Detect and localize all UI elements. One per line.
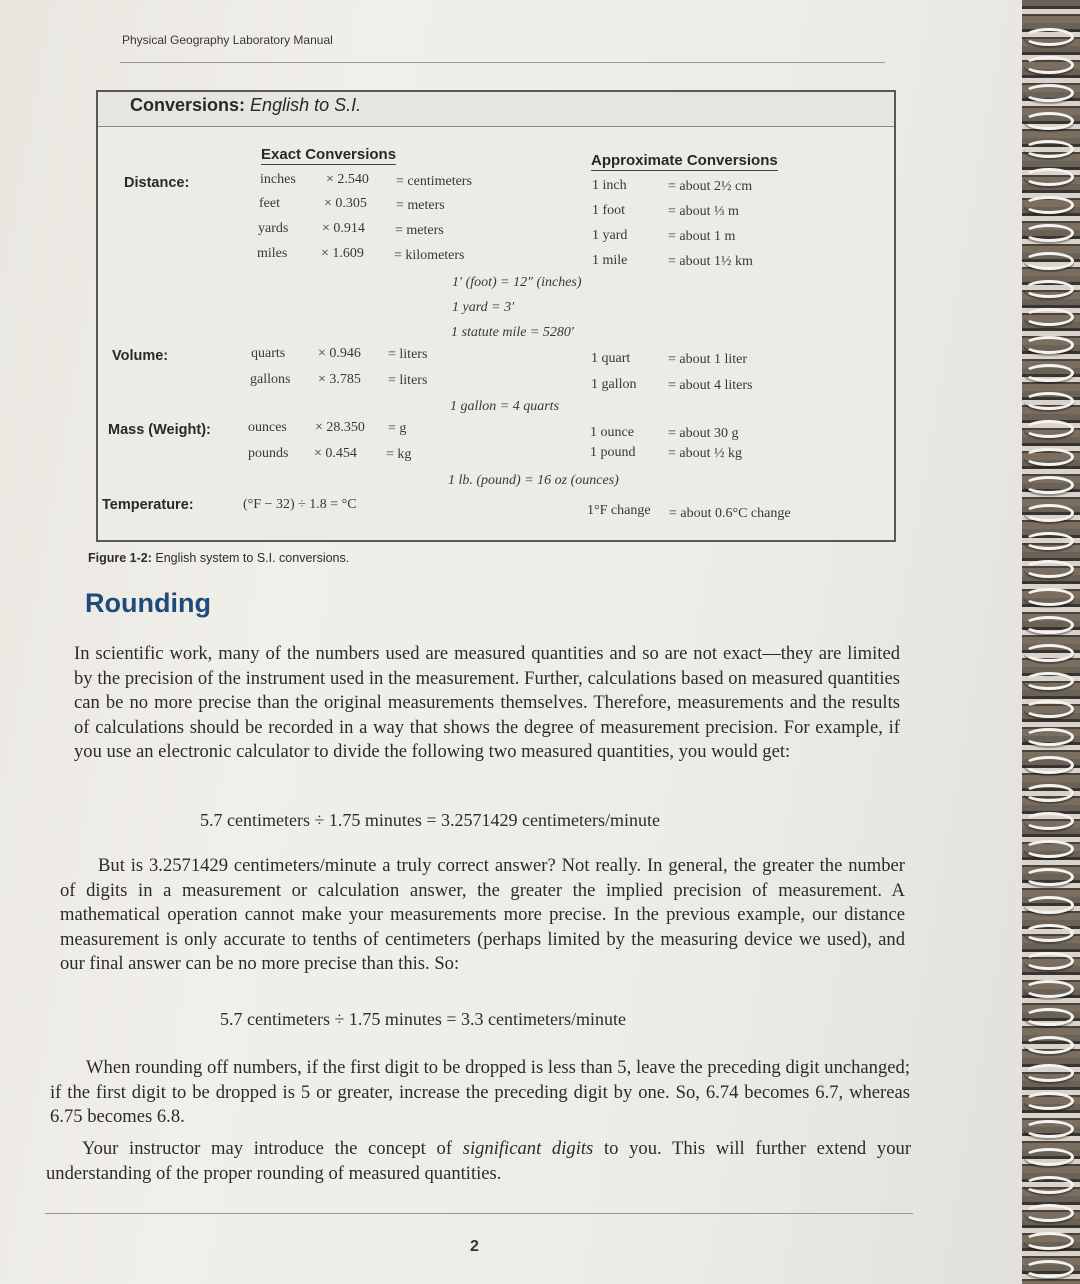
spiral-coil (1024, 196, 1074, 214)
equation-1: 5.7 centimeters ÷ 1.75 minutes = 3.2571429 centimeters/minute (200, 810, 660, 830)
spiral-coil (1024, 28, 1074, 46)
spiral-coil (1024, 112, 1074, 130)
exact-result: = meters (395, 223, 444, 238)
approx-unit: 1 mile (592, 253, 628, 268)
spiral-coil (1024, 840, 1074, 858)
conversions-box (96, 90, 896, 542)
spiral-binding (1022, 0, 1080, 1284)
approx-value: = about ⅓ m (668, 204, 739, 219)
spiral-coil (1024, 1008, 1074, 1026)
exact-result: = liters (388, 373, 428, 388)
section-heading: Rounding (85, 588, 211, 618)
spiral-coil (1024, 1092, 1074, 1110)
spiral-coil (1024, 168, 1074, 186)
spiral-coil (1024, 336, 1074, 354)
paragraph-3: When rounding off numbers, if the first digit to be dropped is less than 5, leave the preceding digit unchanged; if the first digit to be dropped is 5 or greater, increase the preceding digit by one. So, 6.74 becomes 6.7, whereas 6.75 becomes 6.8. (50, 1057, 910, 1127)
temperature-label: Temperature: (102, 497, 194, 513)
approx-value: = about 1 liter (668, 352, 748, 367)
exact-factor: × 0.305 (324, 196, 367, 211)
approx-unit: 1 foot (592, 203, 626, 218)
temperature-exact: (°F − 32) ÷ 1.8 = °C (243, 497, 357, 512)
paragraph-2: But is 3.2571429 centimeters/minute a truly correct answer? Not really. In general, the greater the number of digits in a measurement or calculation answer, the greater the implied precision of measurement. A mathematical operation cannot make your measurements more precise. In the previous example, our distance measurement is only accurate to tenths of centimeters (perhaps limited by the measuring device we used), and our final answer can be no more precise than this. So: (60, 855, 905, 974)
mass-label: Mass (Weight): (108, 422, 211, 438)
spiral-coil (1024, 952, 1074, 970)
spiral-coil (1024, 700, 1074, 718)
paragraph-1: In scientific work, many of the numbers used are measured quantities and so are not exact—they are limited by the precision of the instrument used in the measurement. Further, calculations based on measured quantities can be no more precise than the original measurements themselves. Therefore, measurements and the results of calculations should be recorded in a way that shows the degree of measurement precision. For example, if you use an electronic calculator to divide the following two measured quantities, you would get: (74, 643, 900, 762)
spiral-coil (1024, 252, 1074, 270)
approx-value: = about 0.6°C change (669, 506, 791, 521)
spiral-coil (1024, 504, 1074, 522)
exact-factor: × 3.785 (318, 372, 361, 387)
distance-note: 1 statute mile = 5280′ (451, 325, 574, 340)
header-rule (120, 62, 885, 63)
spiral-coil (1024, 1232, 1074, 1250)
paragraph-4-start: Your instructor may introduce the concept of (82, 1138, 463, 1159)
exact-unit: feet (259, 196, 280, 211)
exact-unit: quarts (251, 346, 286, 361)
spiral-coil (1024, 1036, 1074, 1054)
approx-heading: Approximate Conversions (591, 152, 778, 169)
spiral-coil (1024, 924, 1074, 942)
spiral-coil (1024, 1260, 1074, 1278)
approx-unit: 1 inch (592, 178, 627, 193)
spiral-coil (1024, 896, 1074, 914)
page-number: 2 (470, 1238, 479, 1255)
approx-value: = about 30 g (668, 426, 739, 441)
caption-text: English system to S.I. conversions. (155, 551, 350, 565)
exact-result: = liters (388, 347, 428, 362)
spiral-coil (1024, 756, 1074, 774)
spiral-coil (1024, 140, 1074, 158)
approx-value: = about 1½ km (668, 254, 753, 269)
exact-result: = kg (386, 447, 412, 462)
exact-unit: inches (260, 172, 296, 187)
exact-unit: miles (257, 246, 288, 261)
volume-label: Volume: (112, 348, 169, 364)
spiral-coil (1024, 308, 1074, 326)
approx-unit: 1 yard (592, 228, 628, 243)
spiral-coil (1024, 56, 1074, 74)
exact-factor: × 0.454 (314, 446, 357, 461)
exact-unit: yards (258, 221, 289, 236)
spiral-coil (1024, 616, 1074, 634)
approx-value: = about ½ kg (668, 446, 742, 461)
box-header (98, 92, 894, 127)
exact-unit: gallons (250, 372, 291, 387)
spiral-coil (1024, 364, 1074, 382)
spiral-coil (1024, 1204, 1074, 1222)
exact-unit: ounces (248, 420, 287, 435)
distance-note: 1 yard = 3′ (452, 300, 515, 315)
exact-heading: Exact Conversions (261, 146, 397, 163)
spiral-coil (1024, 392, 1074, 410)
equation-2: 5.7 centimeters ÷ 1.75 minutes = 3.3 centimeters/minute (220, 1009, 626, 1029)
caption-label: Figure 1-2: (88, 551, 152, 565)
spiral-coil (1024, 1176, 1074, 1194)
spiral-coil (1024, 84, 1074, 102)
spiral-coil (1024, 476, 1074, 494)
exact-factor: × 28.350 (315, 420, 365, 435)
exact-result: = kilometers (394, 248, 465, 263)
box-title-italic: English to S.I. (250, 95, 362, 115)
spiral-coil (1024, 1120, 1074, 1138)
approx-value: = about 1 m (668, 229, 736, 244)
spiral-coil (1024, 224, 1074, 242)
approx-value: = about 2½ cm (668, 179, 753, 194)
exact-result: = g (388, 421, 407, 436)
exact-factor: × 0.914 (322, 221, 365, 236)
spiral-coil (1024, 980, 1074, 998)
exact-factor: × 0.946 (318, 346, 361, 361)
spiral-coil (1024, 728, 1074, 746)
distance-note: 1′ (foot) = 12″ (inches) (452, 275, 582, 290)
spiral-coil (1024, 868, 1074, 886)
box-title-bold: Conversions: (130, 95, 246, 115)
paragraph-4-end: to you. This will further extend your understanding of the proper rounding of measured quantities. (46, 1138, 912, 1184)
significant-digits-term: significant digits (462, 1138, 594, 1159)
spiral-coil (1024, 420, 1074, 438)
exact-unit: pounds (248, 446, 289, 461)
footer-rule (45, 1213, 913, 1214)
exact-factor: × 1.609 (321, 246, 364, 261)
spiral-coil (1024, 784, 1074, 802)
approx-unit: 1 pound (590, 445, 636, 460)
box-title (130, 95, 361, 116)
approx-unit: 1°F change (587, 503, 651, 518)
exact-result: = centimeters (396, 174, 472, 189)
spiral-coil (1024, 280, 1074, 298)
spiral-coil (1024, 560, 1074, 578)
paragraph-4 (46, 1137, 911, 1186)
spiral-coil (1024, 448, 1074, 466)
spiral-coil (1024, 532, 1074, 550)
spiral-coil (1024, 812, 1074, 830)
spiral-coil (1024, 1148, 1074, 1166)
approx-value: = about 4 liters (668, 378, 753, 393)
spiral-coil (1024, 672, 1074, 690)
approx-unit: 1 quart (591, 351, 631, 366)
mass-note: 1 lb. (pound) = 16 oz (ounces) (448, 473, 619, 488)
spiral-coil (1024, 1064, 1074, 1082)
exact-factor: × 2.540 (326, 172, 369, 187)
approx-unit: 1 ounce (590, 425, 634, 440)
spiral-coil (1024, 588, 1074, 606)
approx-unit: 1 gallon (591, 377, 637, 392)
figure-caption (88, 551, 349, 565)
spiral-coil (1024, 644, 1074, 662)
volume-note: 1 gallon = 4 quarts (450, 399, 560, 414)
running-header: Physical Geography Laboratory Manual (122, 33, 333, 47)
exact-result: = meters (396, 198, 445, 213)
distance-label: Distance: (124, 175, 190, 191)
